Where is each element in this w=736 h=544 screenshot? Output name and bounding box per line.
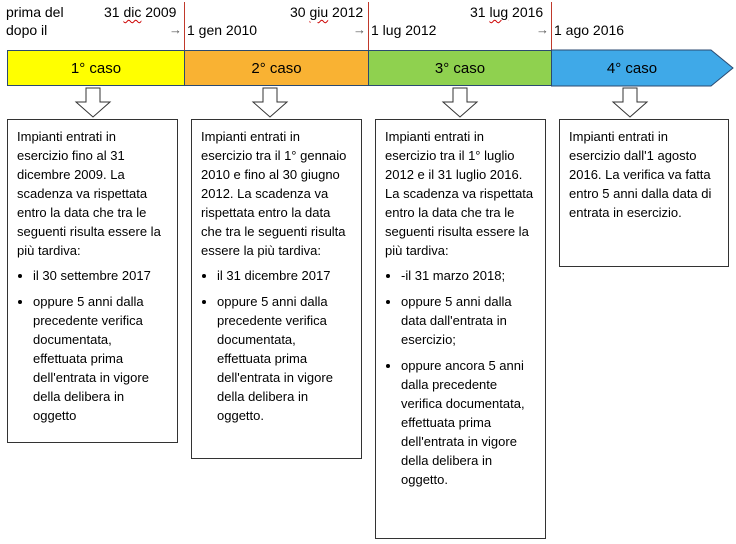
down-arrow-icon — [440, 87, 480, 119]
list-item: • -il 31 marzo 2018; — [401, 266, 537, 285]
phase-1-label: 1° caso — [70, 59, 122, 77]
case-3-text: Impianti entrati in esercizio tra il 1° luglio 2012 e il 31 luglio 2016. La scadenza va rispettata entro la data che tra le seguenti risulta essere la più tardiva: — [385, 129, 534, 258]
case-1-bullets — [17, 266, 169, 425]
phase-4-bar — [551, 50, 713, 86]
list-item: • il 30 settembre 2017 — [33, 266, 169, 285]
date-month-word: dic — [123, 4, 142, 20]
list-item: • oppure 5 anni dalla precedente verifica documentata, effettuata prima dell'entrata in vigore della delibera in oggetto — [33, 292, 169, 425]
date-end-2009-text: 31 dic 2009 — [104, 4, 177, 20]
case-2-text: Impianti entrati in esercizio tra il 1° gennaio 2010 e fino al 30 giugno 2012. La scadenza va rispettata entro la data che tra le seguenti risulta essere la più tardiva: — [201, 129, 347, 258]
date-end-2012-text: 30 giu 2012 — [290, 4, 364, 20]
case-3-box — [375, 119, 546, 539]
phase-2-label: 2° caso — [251, 59, 302, 77]
divider-tick-2016 — [551, 2, 552, 50]
down-arrow-icon — [610, 87, 650, 119]
arrow-right-icon: → — [169, 22, 182, 37]
divider-tick-2009 — [184, 2, 185, 50]
down-arrow-icon — [73, 87, 113, 119]
phase-2-bar — [184, 50, 368, 86]
arrow-right-icon: → — [353, 22, 366, 37]
date-end-2016-text: 31 lug 2016 — [470, 4, 544, 20]
case-1-text: Impianti entrati in esercizio fino al 31 dicembre 2009. La scadenza va rispettata entro la data che tra le seguenti risulta essere la più tardiva: — [17, 129, 161, 258]
list-item: • oppure 5 anni dalla data dall'entrata in esercizio; — [401, 292, 537, 349]
list-item: • oppure 5 anni dalla precedente verifica documentata, effettuata prima dell'entrata in vigore della delibera in oggetto. — [217, 292, 353, 425]
phase-3-label: 3° caso — [434, 59, 486, 77]
list-item: • oppure ancora 5 anni dalla precedente verifica documentata, effettuata prima dell'entrata in vigore della delibera in oggetto. — [401, 356, 537, 489]
case-1-box — [7, 119, 178, 443]
date-month-word: lug — [489, 4, 509, 20]
case-4-text: Impianti entrati in esercizio dall'1 agosto 2016. La verifica va fatta entro 5 anni dalla data di entrata in esercizio. — [569, 129, 712, 220]
date-start-2016: 1 ago 2016 — [554, 22, 625, 38]
phase-3-bar — [368, 50, 551, 86]
date-start-2010: 1 gen 2010 — [187, 22, 258, 38]
label-prima-del: prima del — [6, 4, 64, 20]
date-month-word: giu — [309, 4, 329, 20]
divider-tick-2012 — [368, 2, 369, 50]
case-3-bullets — [385, 266, 537, 489]
list-item: • il 31 dicembre 2017 — [217, 266, 353, 285]
arrow-right-icon: → — [536, 22, 549, 37]
phase-1-bar — [7, 50, 184, 86]
date-end-2016 — [470, 4, 543, 21]
case-4-box — [559, 119, 729, 267]
date-end-2009 — [104, 4, 176, 21]
date-end-2012 — [290, 4, 363, 21]
case-2-box — [191, 119, 362, 459]
case-2-bullets — [201, 266, 353, 425]
label-dopo-il: dopo il — [6, 22, 48, 38]
date-start-2012: 1 lug 2012 — [371, 22, 437, 38]
down-arrow-icon — [250, 87, 290, 119]
phase-4-label: 4° caso — [606, 59, 658, 77]
